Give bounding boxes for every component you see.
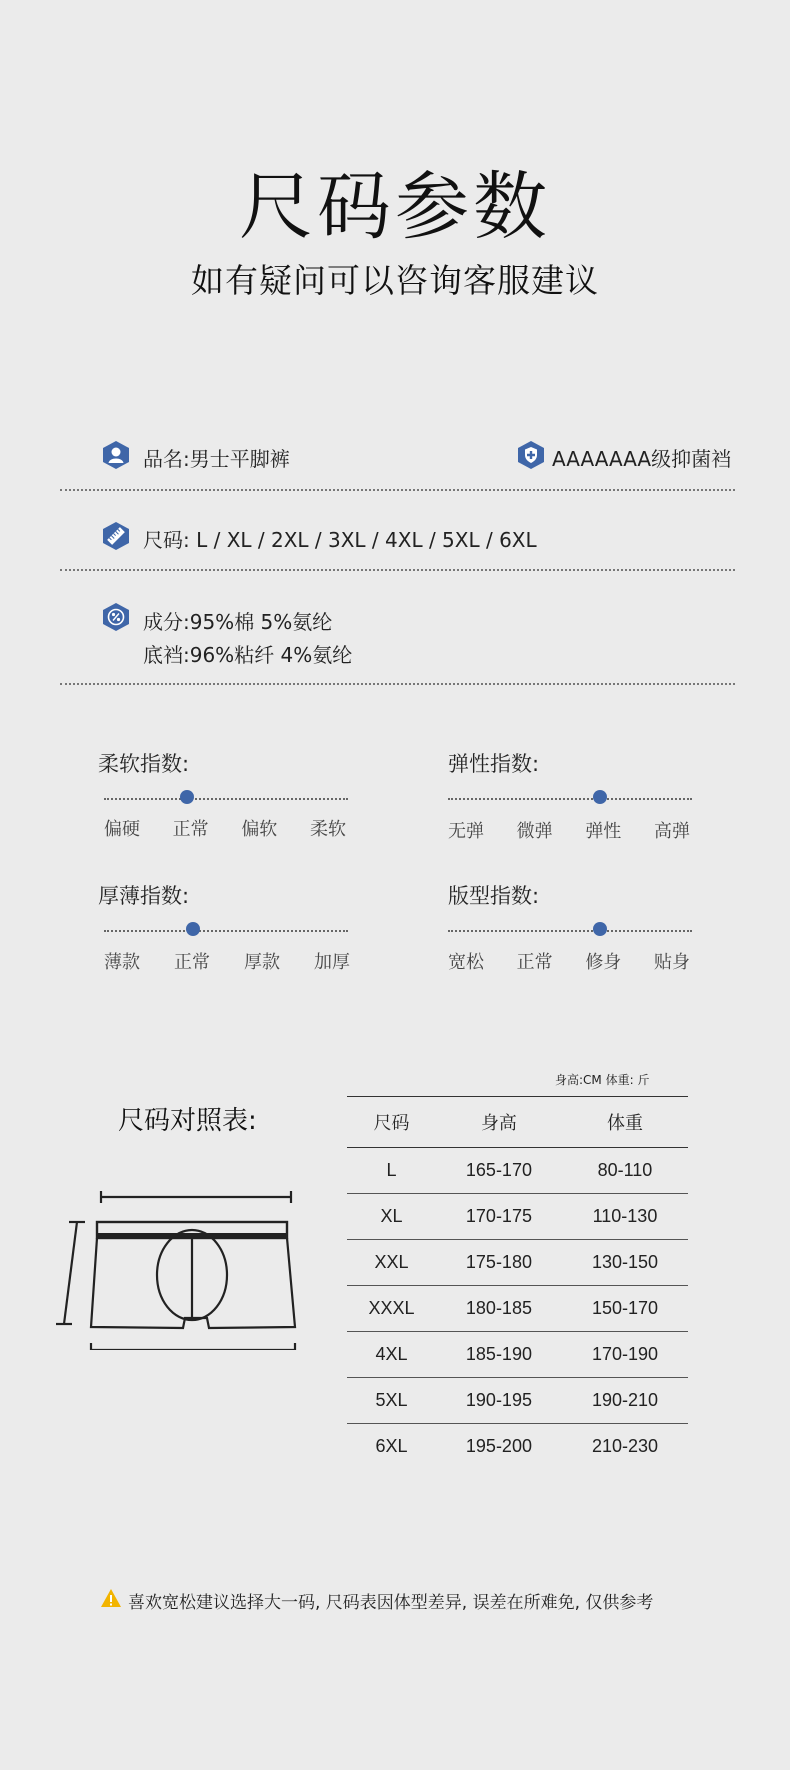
- option-label: 高弹: [653, 821, 690, 842]
- notice: [100, 1588, 653, 1613]
- boxer-diagram: [55, 1190, 305, 1354]
- option-label: 正常: [516, 952, 553, 973]
- thickness-marker: [186, 922, 200, 936]
- elasticity-title: 弹性指数:: [448, 752, 540, 776]
- table-row: [347, 1194, 688, 1240]
- divider: [60, 683, 735, 685]
- height-cell: 185-190: [436, 1332, 562, 1378]
- scale-track: [448, 798, 692, 800]
- height-cell: 180-185: [436, 1286, 562, 1332]
- size-table: [347, 1096, 688, 1469]
- column-header: 尺码: [347, 1097, 436, 1148]
- option-label: 加厚: [314, 952, 350, 973]
- size-cell: 6XL: [375, 1436, 408, 1456]
- page-subtitle: 如有疑问可以咨询客服建议: [191, 261, 599, 300]
- scale-track: [104, 930, 348, 932]
- table-row: [347, 1148, 688, 1194]
- weight-cell: 170-190: [562, 1332, 688, 1378]
- table-row: [347, 1332, 688, 1378]
- weight-cell: 150-170: [562, 1286, 688, 1332]
- table-row: [347, 1286, 688, 1332]
- column-header: 体重: [562, 1097, 688, 1148]
- fit-marker: [593, 922, 607, 936]
- size-table-title: 尺码对照表:: [118, 1106, 257, 1136]
- size-cell: XL: [347, 1194, 436, 1240]
- percent-hex-icon: [102, 602, 130, 636]
- table-row: [347, 1240, 688, 1286]
- size-cell: 4XL: [347, 1332, 436, 1378]
- weight-cell: 80-110: [562, 1148, 688, 1194]
- fit-options: [448, 948, 690, 974]
- option-label: 贴身: [653, 952, 690, 973]
- height-cell: 190-195: [436, 1378, 562, 1424]
- size-cell: XXXL: [347, 1286, 436, 1332]
- scale-track: [448, 930, 692, 932]
- softness-scale: [104, 798, 348, 800]
- material-line-1: 成分:95%棉 5%氨纶: [143, 610, 333, 634]
- option-label: 宽松: [448, 952, 484, 973]
- option-label: 正常: [174, 952, 210, 973]
- height-cell: 175-180: [436, 1240, 562, 1286]
- ruler-hex-icon: [102, 521, 130, 555]
- user-hex-icon: [102, 440, 130, 474]
- shield-plus-hex-icon: [517, 440, 545, 474]
- option-label: 微弹: [516, 821, 553, 842]
- elasticity-scale: [448, 798, 692, 800]
- weight-cell: 130-150: [562, 1240, 688, 1286]
- size-cell: XXL: [347, 1240, 436, 1286]
- scale-track: [104, 798, 348, 800]
- elasticity-marker: [593, 790, 607, 804]
- warning-icon: [100, 1588, 122, 1613]
- page-title: 尺码参数: [239, 164, 551, 250]
- table-row: [347, 1424, 688, 1470]
- thickness-options: [104, 948, 350, 974]
- softness-title: 柔软指数:: [98, 752, 190, 776]
- divider: [60, 489, 735, 491]
- size-cell: 5XL: [347, 1378, 436, 1424]
- softness-marker: [180, 790, 194, 804]
- softness-options: [104, 815, 346, 841]
- option-label: 无弹: [448, 821, 484, 842]
- size-list: 尺码: L / XL / 2XL / 3XL / 4XL / 5XL / 6XL: [143, 528, 537, 552]
- option-label: 正常: [172, 819, 209, 840]
- weight-cell: 190-210: [562, 1378, 688, 1424]
- option-label: 偏硬: [104, 819, 140, 840]
- weight-cell: 110-130: [562, 1194, 688, 1240]
- height-cell: 165-170: [436, 1148, 562, 1194]
- antibacterial-label: AAAAAAA级抑菌裆: [552, 447, 732, 471]
- notice-text: 喜欢宽松建议选择大一码, 尺码表因体型差异, 误差在所难免, 仅供参考: [128, 1593, 654, 1613]
- column-header: 身高: [436, 1097, 562, 1148]
- option-label: 修身: [585, 952, 622, 973]
- material-line-2: 底裆:96%粘纤 4%氨纶: [143, 643, 353, 667]
- thickness-scale: [104, 930, 348, 932]
- unit-note: 身高:CM 体重: 斤: [555, 1073, 650, 1087]
- divider: [60, 569, 735, 571]
- elasticity-options: [448, 817, 690, 843]
- height-cell: 195-200: [465, 1436, 532, 1456]
- option-label: 弹性: [585, 821, 622, 842]
- option-label: 偏软: [241, 819, 278, 840]
- thickness-title: 厚薄指数:: [98, 884, 190, 908]
- weight-cell: 210-230: [591, 1436, 658, 1456]
- option-label: 厚款: [244, 952, 280, 973]
- height-cell: 170-175: [436, 1194, 562, 1240]
- product-name: 品名:男士平脚裤: [143, 447, 290, 471]
- table-row: [347, 1378, 688, 1424]
- option-label: 柔软: [309, 819, 346, 840]
- size-cell: L: [347, 1148, 436, 1194]
- fit-scale: [448, 930, 692, 932]
- fit-title: 版型指数:: [448, 884, 540, 908]
- table-header-row: [347, 1097, 688, 1148]
- option-label: 薄款: [104, 952, 140, 973]
